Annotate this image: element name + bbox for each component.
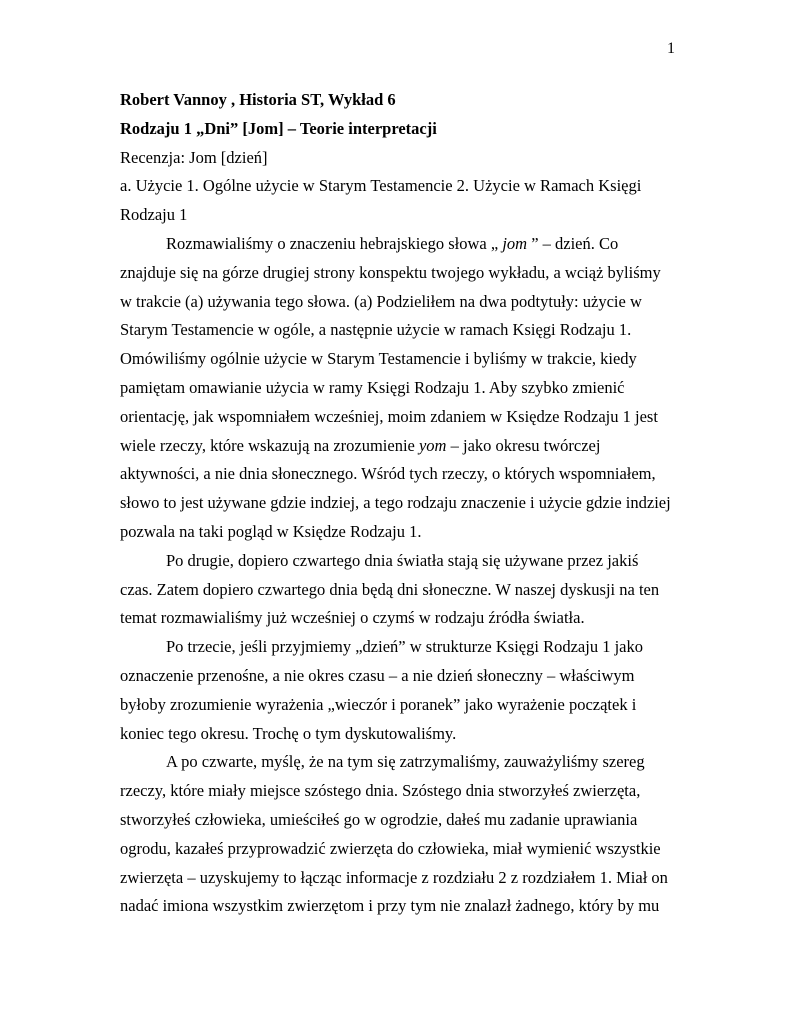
page-number: 1 — [667, 40, 675, 57]
paragraph-1-text: Rozmawialiśmy o znaczeniu hebrajskiego słowa „ — [166, 233, 503, 253]
paragraph-1-term-jom: jom — [502, 233, 528, 253]
document-subtitle: Rodzaju 1 „Dni” [Jom] – Teorie interpretacji — [120, 118, 437, 138]
paragraph-1 — [120, 230, 674, 547]
document-title: Robert Vannoy , Historia ST, Wykład 6 — [120, 90, 396, 109]
paragraph-3: Po trzecie, jeśli przyjmiemy „dzień” w strukturze Księgi Rodzaju 1 jako oznaczenie przenośne, a nie okres czasu – a nie dzień słoneczny – właściwym byłoby zrozumienie wyrażenia „wieczór i poranek” jako wyrażenie początek i koniec tego okresu. Trochę o tym dyskutowaliśmy. — [120, 637, 643, 743]
document-content — [120, 86, 674, 921]
paragraph-1-term-yom: yom — [418, 435, 447, 455]
paragraph-1-text-end: – jako okresu twórczej aktywności, a nie dnia słonecznego. Wśród tych rzeczy, o których wspomniałem, słowo to jest używane gdzie indziej, a tego rodzaju znaczenie i użycie gdzie indziej pozwala na taki pogląd w Księdze Rodzaju 1. — [120, 435, 671, 541]
paragraph-2: Po drugie, dopiero czwartego dnia światła stają się używane przez jakiś czas. Zatem dopiero czwartego dnia będą dni słoneczne. W naszej dyskusji na ten temat rozmawialiśmy już wcześniej o czymś w rodzaju źródła światła. — [120, 550, 660, 628]
paragraph-1-text-continued: ” – dzień. Co znajduje się na górze drugiej strony konspektu twojego wykładu, a wciąż byliśmy w trakcie (a) używania tego słowa. (a) Podzieliłem na dwa podtytuły: użycie w Starym Testamencie w ogóle, a następnie użycie w ramach Księgi Rodzaju 1. Omówiliśmy ogólnie użycie w Starym Testamencie i byliśmy w trakcie, kiedy pamiętam omawianie użycia w ramy Księgi Rodzaju 1. Aby szybko zmienić orientację, jak wspomniałem wcześniej, moim zdaniem w Księdze Rodzaju 1 jest wiele rzeczy, które wskazują na zrozumienie — [120, 233, 661, 455]
review-line: Recenzja: Jom [dzień] — [120, 147, 268, 167]
outline-line: a. Użycie 1. Ogólne użycie w Starym Testamencie 2. Użycie w Ramach Księgi Rodzaju 1 — [120, 176, 642, 225]
paragraph-4: A po czwarte, myślę, że na tym się zatrzymaliśmy, zauważyliśmy szereg rzeczy, które miały miejsce szóstego dnia. Szóstego dnia stworzyłeś zwierzęta, stworzyłeś człowieka, umieściłeś go w ogrodzie, dałeś mu zadanie uprawiania ogrodu, kazałeś przyprowadzić zwierzęta do człowieka, miał wymienić wszystkie zwierzęta – uzyskujemy to łącząc informacje z rozdziału 2 z rozdziałem 1. Miał on nadać imiona wszystkim zwierzętom i przy tym nie znalazł żadnego, który by mu — [120, 752, 668, 916]
